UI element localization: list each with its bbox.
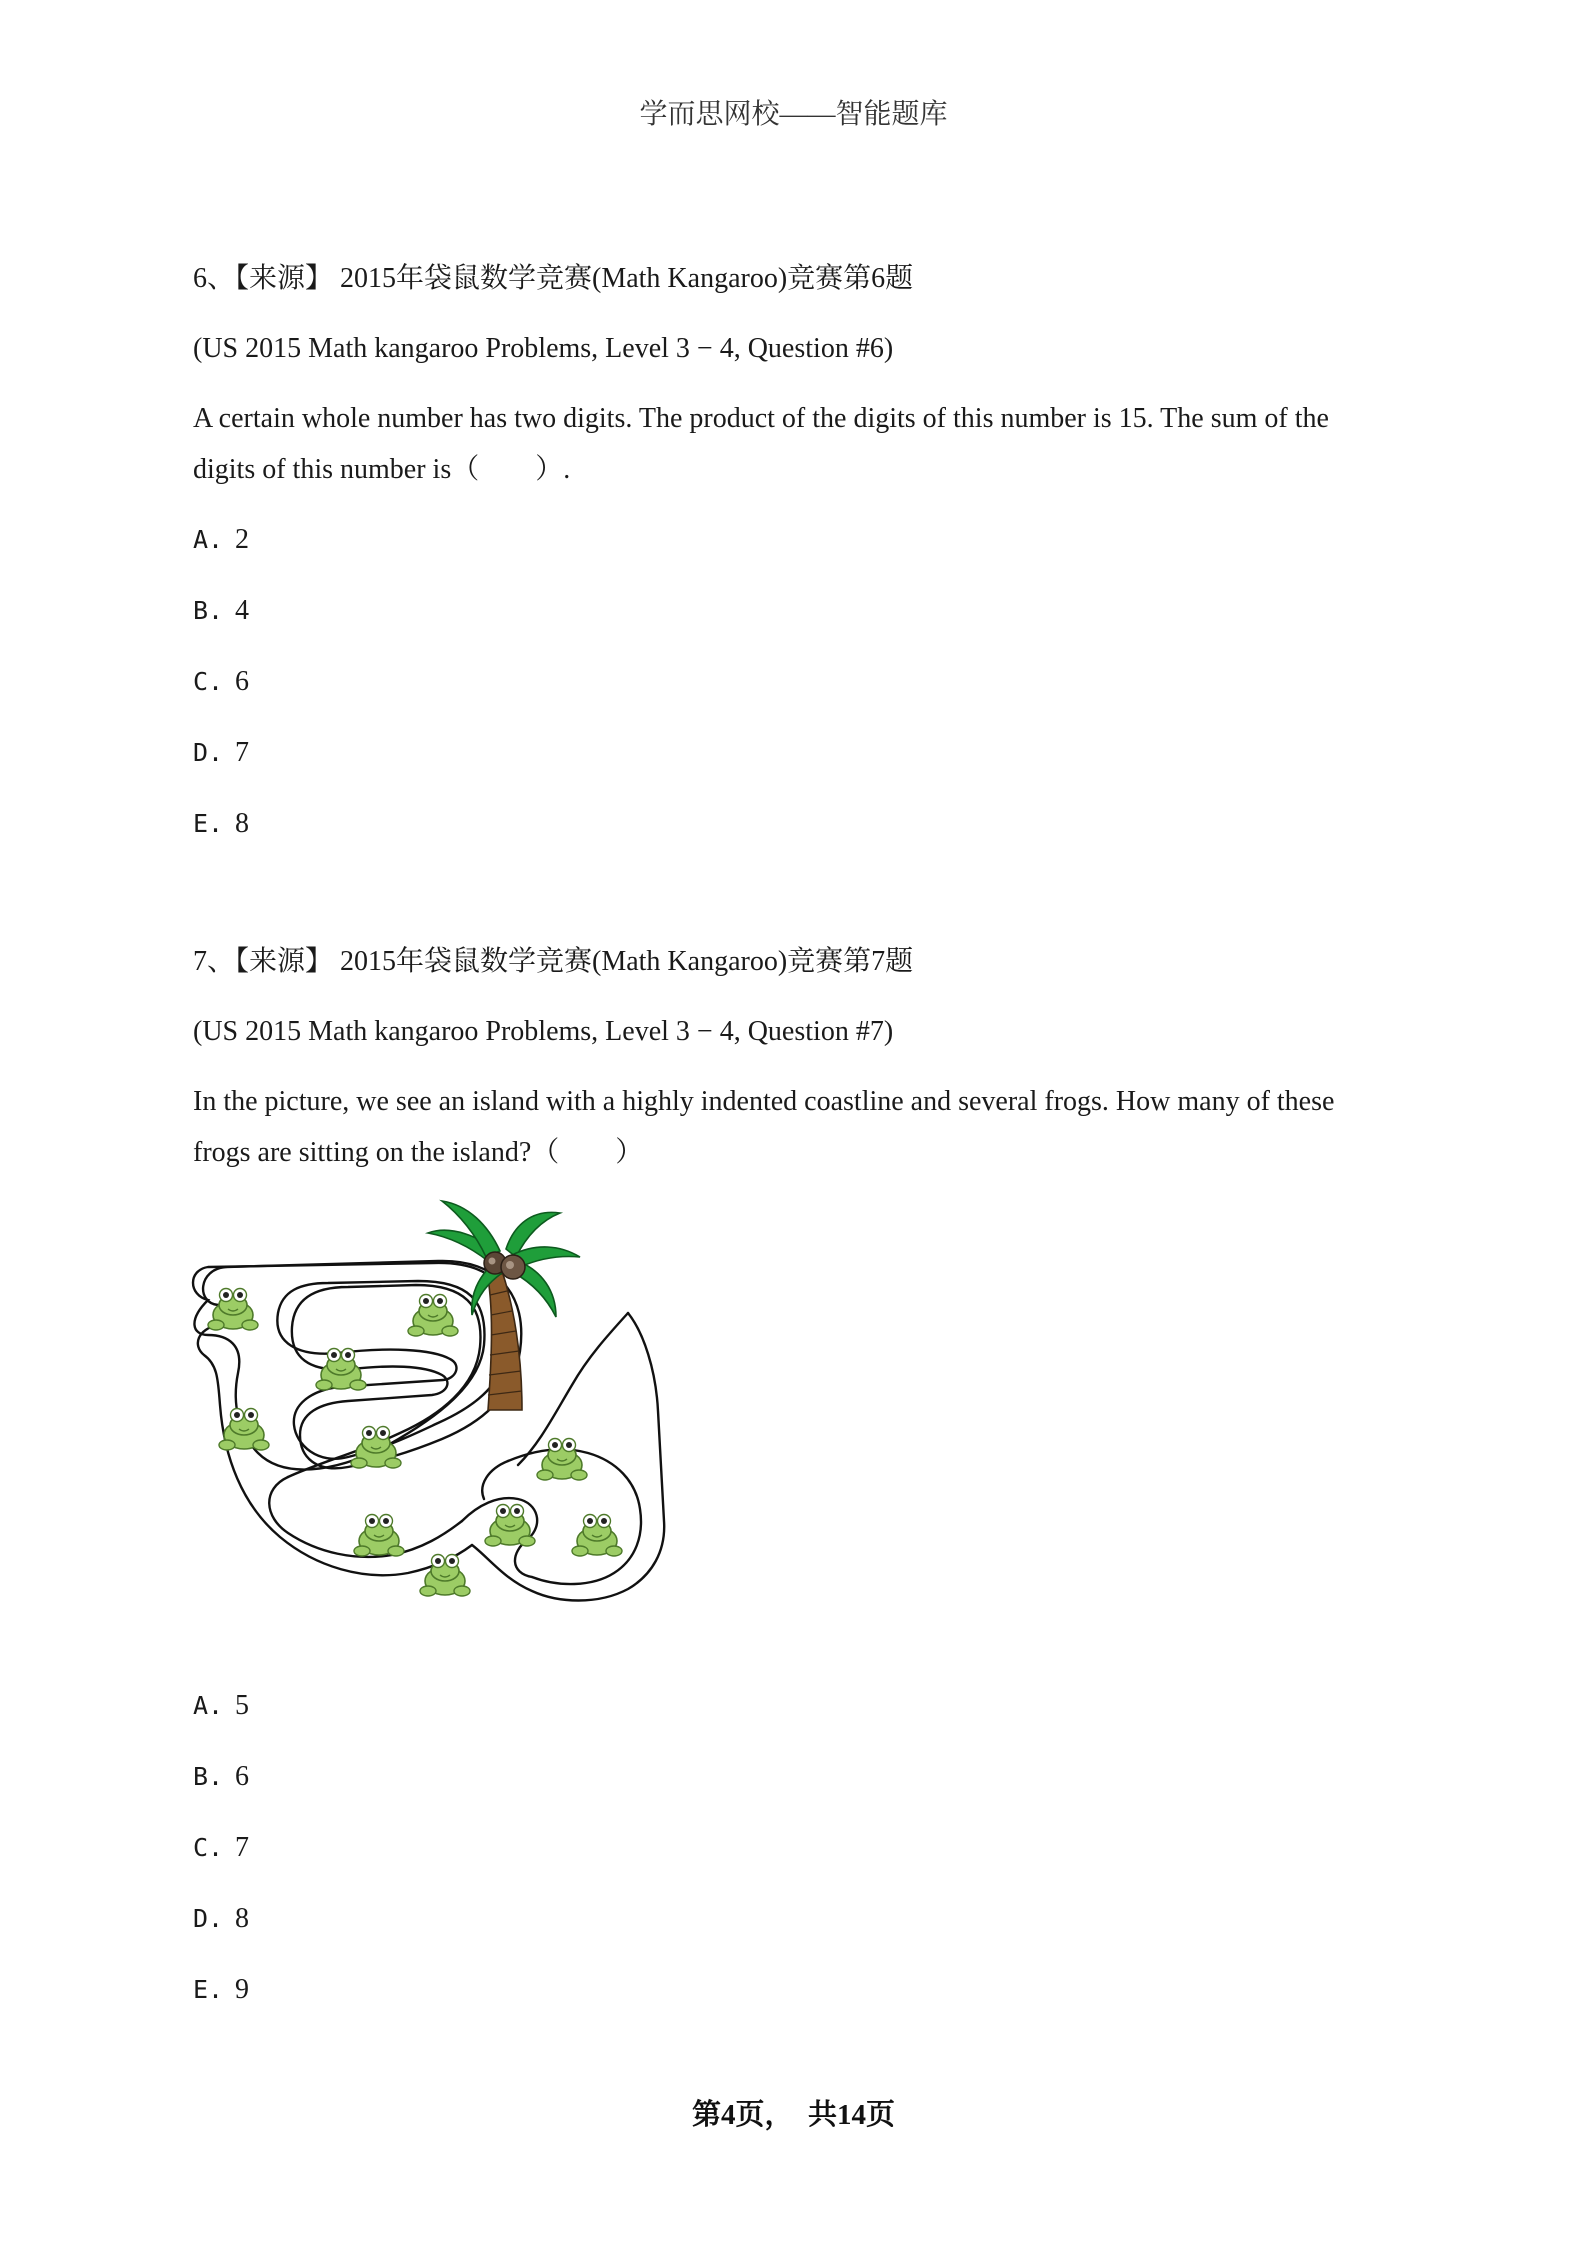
frog-icon xyxy=(420,1555,470,1597)
option-letter: D. xyxy=(193,1904,224,1933)
option-letter: A. xyxy=(193,1691,224,1720)
frog-icon xyxy=(351,1427,401,1469)
q6-option-d[interactable] xyxy=(193,736,249,770)
option-letter: B. xyxy=(193,1762,224,1791)
option-letter: E. xyxy=(193,809,224,838)
frog-icon xyxy=(537,1439,587,1481)
q6-stem xyxy=(193,393,1363,495)
frog-icon xyxy=(354,1515,404,1557)
option-value: 2 xyxy=(235,524,249,555)
option-value: 8 xyxy=(235,1903,249,1934)
option-value: 7 xyxy=(235,1832,249,1863)
q7-option-c[interactable] xyxy=(193,1831,249,1865)
frog-icon xyxy=(485,1505,535,1547)
q6-source: 6、【来源】 2015年袋鼠数学竞赛(Math Kangaroo)竞赛第6题 xyxy=(193,263,914,294)
option-value: 8 xyxy=(235,808,249,839)
option-letter: D. xyxy=(193,738,224,767)
q6-option-e[interactable] xyxy=(193,807,249,841)
option-letter: C. xyxy=(193,667,224,696)
q7-stem xyxy=(193,1076,1363,1178)
option-letter: C. xyxy=(193,1833,224,1862)
q6-stem-line2: digits of this number is（ ）. xyxy=(193,454,571,485)
option-value: 9 xyxy=(235,1974,249,2005)
q6-stem-line1: A certain whole number has two digits. The product of the digits of this number is 15. The sum of the xyxy=(193,403,1329,434)
option-value: 6 xyxy=(235,1761,249,1792)
q7-option-e[interactable] xyxy=(193,1973,249,2007)
frog-icon xyxy=(208,1289,258,1331)
page-header: 学而思网校——智能题库 xyxy=(639,99,948,130)
q6-option-a[interactable] xyxy=(193,523,249,557)
q6-option-c[interactable] xyxy=(193,665,249,699)
q7-source: 7、【来源】 2015年袋鼠数学竞赛(Math Kangaroo)竞赛第7题 xyxy=(193,946,914,977)
q7-option-a[interactable] xyxy=(193,1689,249,1723)
option-letter: E. xyxy=(193,1975,224,2004)
option-value: 4 xyxy=(235,595,249,626)
q7-option-b[interactable] xyxy=(193,1760,249,1794)
frog-icon xyxy=(572,1515,622,1557)
page-footer: 第4页， 共14页 xyxy=(691,2099,895,2131)
frog-icon xyxy=(219,1409,269,1451)
q7-option-d[interactable] xyxy=(193,1902,249,1936)
frog-icon xyxy=(408,1295,458,1337)
q7-stem-line1: In the picture, we see an island with a highly indented coastline and several frogs. How many of these xyxy=(193,1086,1335,1117)
option-letter: B. xyxy=(193,596,224,625)
q7-subtitle: (US 2015 Math kangaroo Problems, Level 3 − 4, Question #7) xyxy=(193,1016,894,1047)
option-letter: A. xyxy=(193,525,224,554)
q7-stem-line2: frogs are sitting on the island?（ ） xyxy=(193,1137,644,1168)
q6-subtitle: (US 2015 Math kangaroo Problems, Level 3 − 4, Question #6) xyxy=(193,333,894,364)
island-figure xyxy=(188,1195,698,1655)
q6-option-b[interactable] xyxy=(193,594,249,628)
option-value: 6 xyxy=(235,666,249,697)
option-value: 5 xyxy=(235,1690,249,1721)
option-value: 7 xyxy=(235,737,249,768)
